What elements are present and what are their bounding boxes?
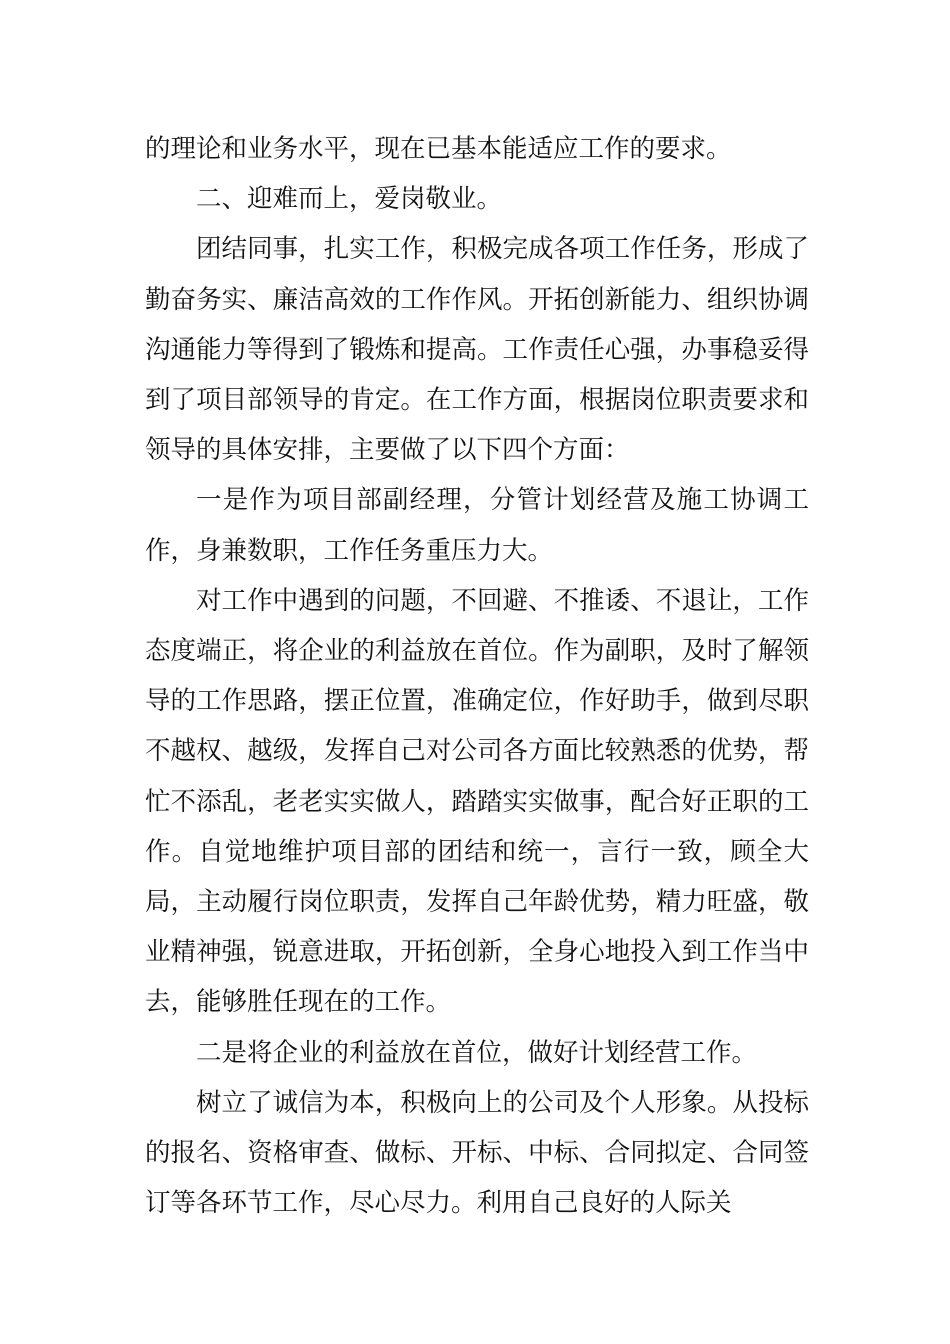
paragraph: 团结同事，扎实工作，积极完成各项工作任务，形成了勤奋务实、廉洁高效的工作作风。开拓创新能力、组织协调沟通能力等得到了锻炼和提高。工作责任心强，办事稳妥得到了项目部领导的肯定。在工作方面，根据岗位职责要求和领导的具体安排，主要做了以下四个方面： (145, 234, 809, 466)
paragraph-continuation: 的理论和业务水平，现在已基本能适应工作的要求。 (145, 134, 732, 164)
paragraph: 对工作中遇到的问题，不回避、不推诿、不退让，工作态度端正，将企业的利益放在首位。作为副职，及时了解领导的工作思路，摆正位置，准确定位，作好助手，做到尽职不越权、越级，发挥自己对公司各方面比较熟悉的优势，帮忙不添乱，老老实实做人，踏踏实实做事，配合好正职的工作。自觉地维护项目部的团结和统一，言行一致，顾全大局，主动履行岗位职责，发挥自己年龄优势，精力旺盛，敬业精神强，锐意进取，开拓创新，全身心地投入到工作当中去，能够胜任现在的工作。 (145, 585, 809, 1018)
document-body (145, 124, 809, 1228)
paragraph: 树立了诚信为本，积极向上的公司及个人形象。从投标的报名、资格审查、做标、开标、中标、合同拟定、合同签订等各环节工作，尽心尽力。利用自己良好的人际关 (145, 1087, 809, 1219)
section-heading: 二、迎难而上，爱岗敬业。 (196, 184, 503, 215)
subsection-heading: 一是作为项目部副经理，分管计划经营及施工协调工作，身兼数职，工作任务重压力大。 (145, 485, 809, 566)
subsection-heading: 二是将企业的利益放在首位，做好计划经营工作。 (196, 1037, 758, 1068)
